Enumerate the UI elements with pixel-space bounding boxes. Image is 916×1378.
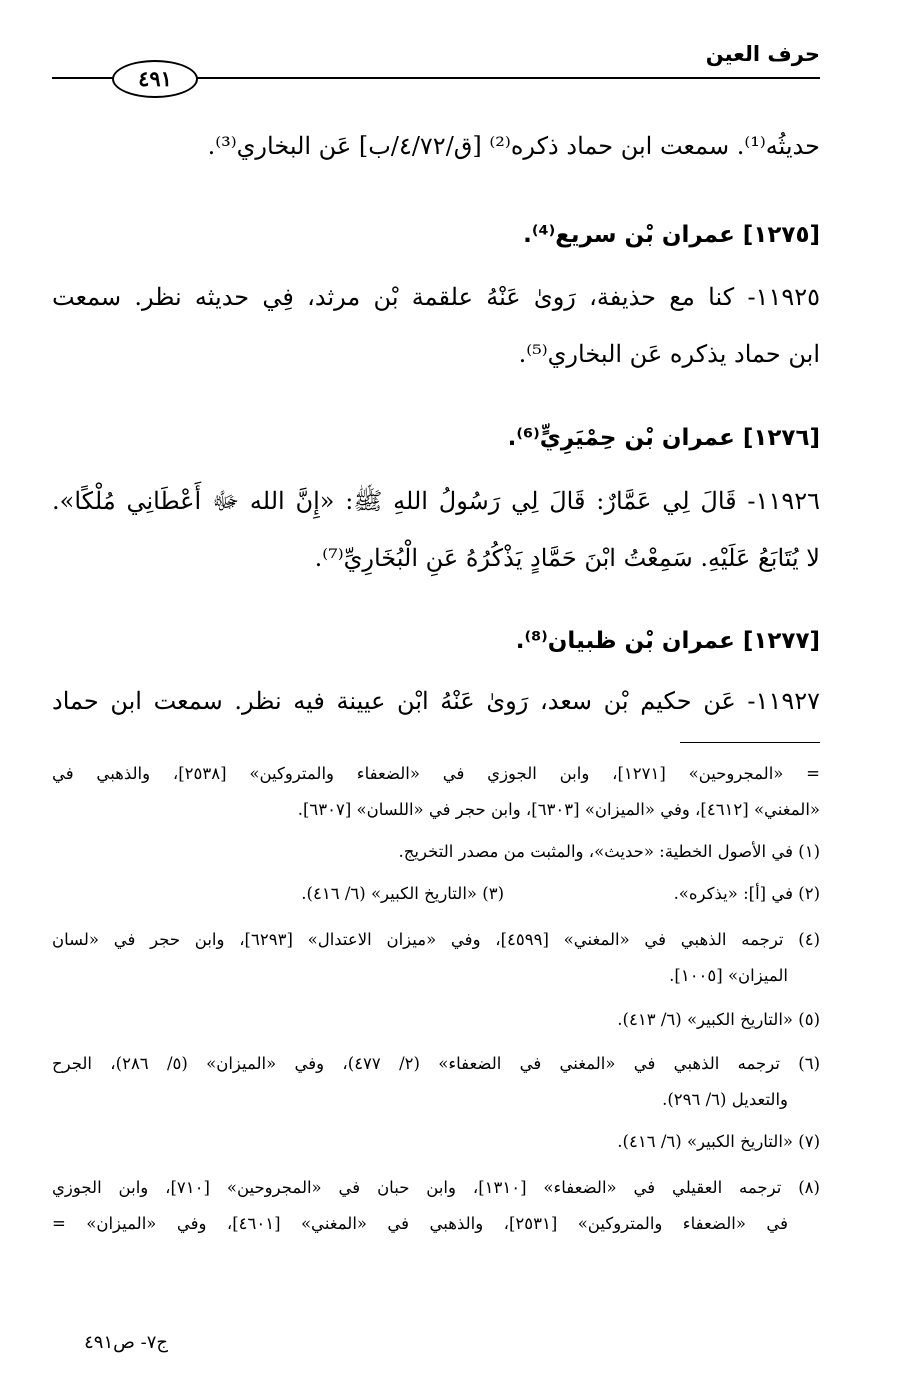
entry-heading: [١٢٧٥] عمران بْن سريع⁽⁴⁾. bbox=[523, 222, 820, 248]
body-line: ١١٩٢٥- كنا مع حذيفة، رَوىٰ عَنْهُ علقمة بْن مرثد، فِي حديثه نظر. سمعت bbox=[52, 283, 820, 311]
page-number-badge: ٤٩١ bbox=[112, 60, 198, 98]
footnote-line: في «الضعفاء والمتروكين» [٢٥٣١]، والذهبي في «المغني» [٤٦٠١]، وفي «الميزان» = bbox=[52, 1214, 788, 1233]
footnote-line: (٨) ترجمه العقيلي في «الضعفاء» [١٣١٠]، وابن حبان في «المجروحين» [٧١٠]، وابن الجوزي bbox=[52, 1178, 820, 1197]
body-line: ابن حماد يذكره عَن البخاري⁽⁵⁾. bbox=[518, 340, 820, 368]
footnote-line: (٤) ترجمه الذهبي في «المغني» [٤٥٩٩]، وفي «ميزان الاعتدال» [٦٢٩٣]، وابن حجر في «لسان bbox=[52, 930, 821, 949]
entry-heading: [١٢٧٦] عمران بْن حِمْيَرِيٍّ⁽⁶⁾. bbox=[507, 425, 820, 451]
footnote-line: (٢) في [أ]: «يذكره». bbox=[673, 884, 820, 903]
footnote-line: (٧) «التاريخ الكبير» (٦/ ٤١٦). bbox=[617, 1132, 820, 1151]
footnote-line: والتعديل (٦/ ٢٩٦). bbox=[662, 1090, 788, 1109]
body-line: حديثُه⁽¹⁾. سمعت ابن حماد ذكره⁽²⁾ [ق/٤/٧٢/ب] عَن البخاري⁽³⁾. bbox=[207, 132, 820, 160]
body-line: لا يُتَابَعُ عَلَيْهِ. سَمِعْتُ ابْنَ حَمَّادٍ يَذْكُرُهُ عَنِ الْبُخَارِيِّ⁽⁷⁾. bbox=[314, 544, 820, 572]
footnote-separator bbox=[680, 742, 820, 743]
body-line: ١١٩٢٧- عَن حكيم بْن سعد، رَوىٰ عَنْهُ ابْن عيينة فيه نظر. سمعت ابن حماد bbox=[52, 687, 820, 715]
footnote-line: «المغني» [٤٦١٢]، وفي «الميزان» [٦٣٠٣]، وابن حجر في «اللسان» [٦٣٠٧]. bbox=[297, 800, 820, 819]
running-header-title: حرف العين bbox=[705, 42, 820, 66]
footnote-line: (٣) «التاريخ الكبير» (٦/ ٤١٦). bbox=[301, 884, 504, 903]
footnote-line: (٦) ترجمه الذهبي في «المغني في الضعفاء» (٢/ ٤٧٧)، وفي «الميزان» (٥/ ٢٨٦)، الجرح bbox=[52, 1054, 820, 1073]
footnote-line: = «المجروحين» [١٢٧١]، وابن الجوزي في «الضعفاء والمتروكين» [٢٥٣٨]، والذهبي في bbox=[52, 764, 820, 783]
body-line: ١١٩٢٦- قَالَ لِي عَمَّارٌ: قَالَ لِي رَسُولُ اللهِ ﷺ: «إِنَّ الله ﷻ أَعْطَانِي مُلْكًا». bbox=[52, 487, 820, 515]
footnote-line: الميزان» [١٠٠٥]. bbox=[669, 966, 788, 985]
entry-heading: [١٢٧٧] عمران بْن ظبيان⁽⁸⁾. bbox=[515, 628, 820, 654]
footnote-line: (١) في الأصول الخطية: «حديث»، والمثبت من مصدر التخريج. bbox=[398, 842, 820, 861]
volume-page-footer: ج٧- ص٤٩١ bbox=[84, 1332, 168, 1353]
footnote-line: (٥) «التاريخ الكبير» (٦/ ٤١٣). bbox=[617, 1010, 820, 1029]
